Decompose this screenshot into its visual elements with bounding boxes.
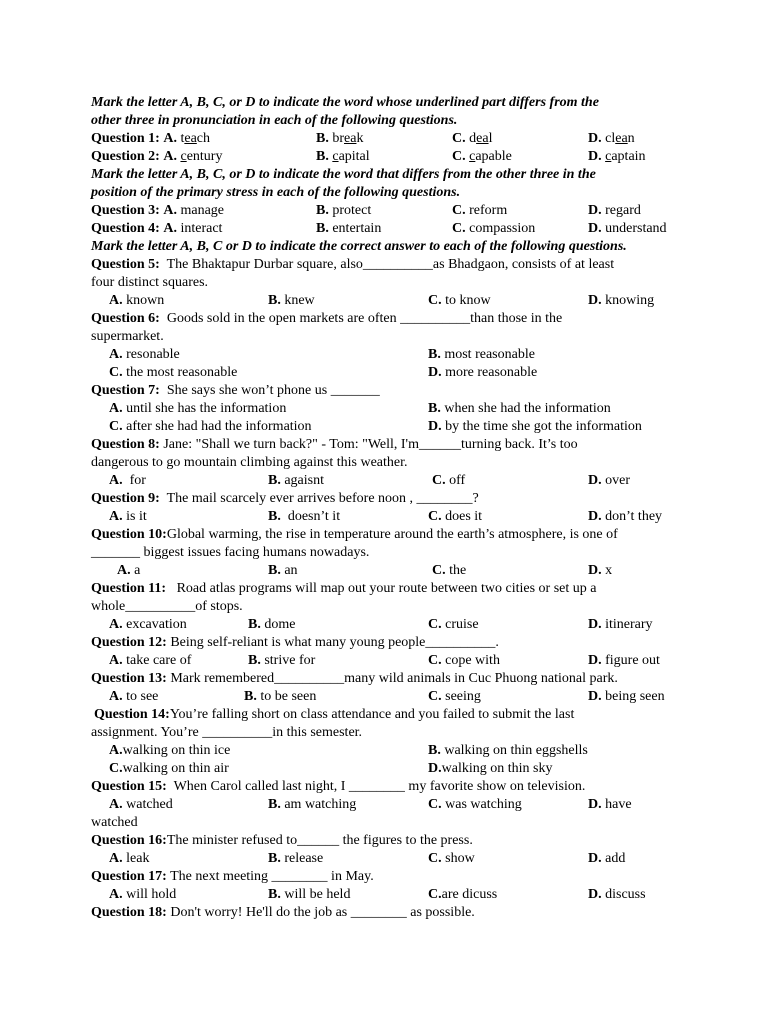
q3-option-d: D. regard xyxy=(588,203,641,218)
q12-option-c: C. cope with xyxy=(428,653,500,668)
question-6-stem-cont: supermarket. xyxy=(91,329,164,344)
q16-option-d: D. add xyxy=(588,851,626,866)
question-9-stem: Question 9: The mail scarcely ever arrives before noon , ________? xyxy=(91,491,479,506)
q5-option-b: B. knew xyxy=(268,293,315,308)
q10-option-b: B. an xyxy=(268,563,298,578)
question-18-stem: Question 18: Don't worry! He'll do the job as ________ as possible. xyxy=(91,905,475,920)
q8-option-c: C. off xyxy=(432,473,466,488)
q16-option-a: A. leak xyxy=(109,851,150,866)
q15-option-d-cont: watched xyxy=(91,815,138,830)
option-letter: A. xyxy=(163,131,177,146)
question-1 xyxy=(91,130,210,148)
q2-option-c: C. capable xyxy=(452,149,512,164)
q1-option-c: C. deal xyxy=(452,131,493,146)
q11-option-c: C. cruise xyxy=(428,617,479,632)
q15-option-b: B. am watching xyxy=(268,797,357,812)
q4-option-c: C. compassion xyxy=(452,221,536,236)
instruction-pronunciation-line-1: Mark the letter A, B, C, or D to indicate the word whose underlined part differs from the xyxy=(91,95,599,110)
question-4: Question 4: A. interact xyxy=(91,221,223,236)
question-8-stem: Question 8: Jane: "Shall we turn back?" - Tom: "Well, I'm______turning back. It’s too xyxy=(91,437,578,452)
q4-option-d: D. understand xyxy=(588,221,667,236)
instruction-correct-answer: Mark the letter A, B, C or D to indicate the correct answer to each of the following questions. xyxy=(91,239,627,254)
q13-option-d: D. being seen xyxy=(588,689,665,704)
option-a: interact xyxy=(180,221,223,236)
q7-option-d: D. by the time she got the information xyxy=(428,419,642,434)
q2-option-d: D. captain xyxy=(588,149,646,164)
q11-option-d: D. itinerary xyxy=(588,617,653,632)
q14-option-b: B. walking on thin eggshells xyxy=(428,743,588,758)
question-12-stem: Question 12: Being self-reliant is what many young people__________. xyxy=(91,635,499,650)
q13-option-c: C. seeing xyxy=(428,689,481,704)
q16-option-b: B. release xyxy=(268,851,324,866)
q10-option-c: C. the xyxy=(432,563,467,578)
question-17-stem: Question 17: The next meeting ________ in May. xyxy=(91,869,374,884)
question-label: Question 2: xyxy=(91,149,160,164)
question-16-stem: Question 16:The minister refused to______ the figures to the press. xyxy=(91,833,473,848)
q13-option-b: B. to be seen xyxy=(244,689,317,704)
q14-option-d: D.walking on thin sky xyxy=(428,761,553,776)
q9-option-c: C. does it xyxy=(428,509,483,524)
q6-option-b: B. most reasonable xyxy=(428,347,535,362)
q16-option-c: C. show xyxy=(428,851,475,866)
question-13-stem: Question 13: Mark remembered__________many wild animals in Cuc Phuong national park. xyxy=(91,671,618,686)
instruction-stress-line-1: Mark the letter A, B, C, or D to indicate the word that differs from the other three in the xyxy=(91,167,596,182)
q6-option-d: D. more reasonable xyxy=(428,365,538,380)
q7-option-c: C. after she had had the information xyxy=(109,419,312,434)
q14-option-c: C.walking on thin air xyxy=(109,761,229,776)
question-5-stem: Question 5: The Bhaktapur Durbar square, also__________as Bhadgaon, consists of at least xyxy=(91,257,615,272)
q17-option-d: D. discuss xyxy=(588,887,646,902)
q17-option-b: B. will be held xyxy=(268,887,351,902)
question-11-stem: Question 11: Road atlas programs will map out your route between two cities or set up a xyxy=(91,581,597,596)
q1-option-b: B. break xyxy=(316,131,364,146)
question-label: Question 1: xyxy=(91,131,160,146)
q10-option-a: A. a xyxy=(117,563,141,578)
question-15-stem: Question 15: When Carol called last night, I ________ my favorite show on television. xyxy=(91,779,586,794)
q11-option-b: B. dome xyxy=(248,617,296,632)
question-10-stem-cont: _______ biggest issues facing humans nowadays. xyxy=(91,545,370,560)
q5-option-a: A. known xyxy=(109,293,165,308)
q12-option-d: D. figure out xyxy=(588,653,660,668)
q10-option-d: D. x xyxy=(588,563,613,578)
question-14-stem: Question 14:You’re falling short on class attendance and you failed to submit the last xyxy=(94,707,575,722)
q5-option-c: C. to know xyxy=(428,293,491,308)
question-14-stem-cont: assignment. You’re __________in this semester. xyxy=(91,725,363,740)
q8-option-d: D. over xyxy=(588,473,631,488)
q9-option-a: A. is it xyxy=(109,509,147,524)
q12-option-a: A. take care of xyxy=(109,653,192,668)
q3-option-b: B. protect xyxy=(316,203,372,218)
question-7-stem: Question 7: She says she won’t phone us _______ xyxy=(91,383,380,398)
q6-option-a: A. resonable xyxy=(109,347,180,362)
q9-option-d: D. don’t they xyxy=(588,509,663,524)
question-10-stem: Question 10:Global warming, the rise in temperature around the earth’s atmosphere, is one of xyxy=(91,527,618,542)
instruction-pronunciation-line-2: other three in pronunciation in each of the following questions. xyxy=(91,113,458,128)
q15-option-a: A. watched xyxy=(109,797,173,812)
question-5-stem-cont: four distinct squares. xyxy=(91,275,209,290)
q6-option-c: C. the most reasonable xyxy=(109,365,238,380)
question-2: Question 2: A. century xyxy=(91,149,223,164)
q9-option-b: B. doesn’t it xyxy=(268,509,341,524)
q17-option-a: A. will hold xyxy=(109,887,177,902)
q17-option-c: C.are dicuss xyxy=(428,887,498,902)
q11-option-a: A. excavation xyxy=(109,617,187,632)
q2-option-b: B. capital xyxy=(316,149,370,164)
q14-option-a: A.walking on thin ice xyxy=(109,743,231,758)
q13-option-a: A. to see xyxy=(109,689,159,704)
question-11-stem-cont: whole__________of stops. xyxy=(91,599,243,614)
question-8-stem-cont: dangerous to go mountain climbing against this weather. xyxy=(91,455,408,470)
question-6-stem: Question 6: Goods sold in the open markets are often __________than those in the xyxy=(91,311,563,326)
q8-option-b: B. agaisnt xyxy=(268,473,324,488)
option-a: manage xyxy=(180,203,224,218)
q7-option-a: A. until she has the information xyxy=(109,401,287,416)
q3-option-c: C. reform xyxy=(452,203,508,218)
option-a: teach xyxy=(180,131,211,146)
q1-option-d: D. clean xyxy=(588,131,635,146)
q4-option-b: B. entertain xyxy=(316,221,382,236)
q7-option-b: B. when she had the information xyxy=(428,401,611,416)
q5-option-d: D. knowing xyxy=(588,293,655,308)
option-a: century xyxy=(180,149,223,164)
q12-option-b: B. strive for xyxy=(248,653,316,668)
q15-option-c: C. was watching xyxy=(428,797,522,812)
q8-option-a: A. for xyxy=(109,473,146,488)
instruction-stress-line-2: position of the primary stress in each of the following questions. xyxy=(91,185,461,200)
q15-option-d: D. have xyxy=(588,797,632,812)
question-3: Question 3: A. manage xyxy=(91,203,224,218)
